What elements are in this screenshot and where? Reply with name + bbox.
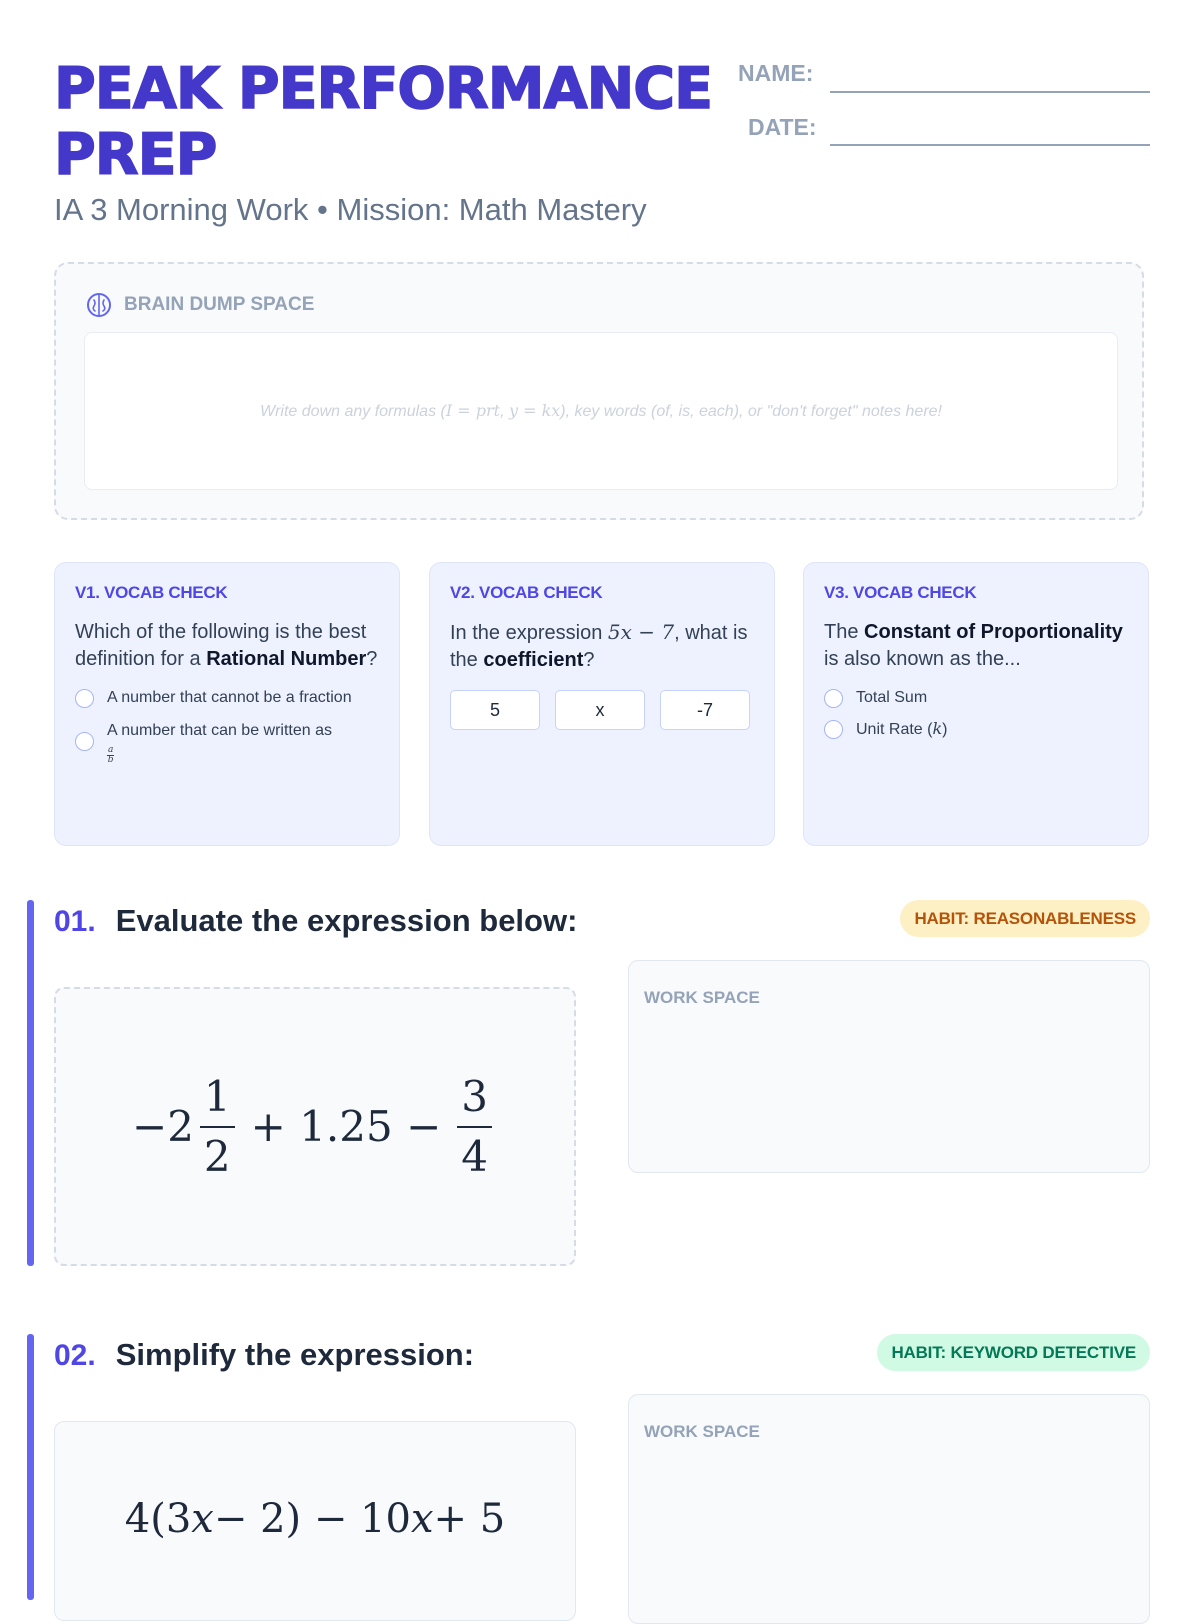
choice-5[interactable]: 5 (450, 690, 540, 730)
habit-badge-reasonableness: HABIT: REASONABLENESS (900, 900, 1150, 937)
habit-badge-keyword-detective: HABIT: KEYWORD DETECTIVE (877, 1334, 1150, 1371)
option-not-fraction[interactable]: A number that cannot be a fraction (75, 685, 379, 710)
vocab-question: The Constant of Proportionality is also known as the... (824, 621, 1123, 670)
question-02-accent-bar (27, 1334, 34, 1600)
vocab-title: V3. VOCAB CHECK (824, 583, 977, 602)
math-expression: 4(3 x − 2) − 10 x + 5 (124, 1496, 506, 1542)
math-expression: − 2 1 2 + 1.25 − $\frac{3}{4}$ (132, 1068, 498, 1186)
question-text: Simplify the expression: (115, 1337, 475, 1372)
question-number: 01. (54, 905, 96, 938)
radio-button[interactable] (824, 689, 843, 708)
option-a-over-b[interactable]: A number that can be written as $\frac{a}{b}$ (75, 718, 379, 768)
vocab-card-v1 (54, 562, 400, 846)
vocab-question: In the expression 5x − 7, what is the coefficient? (450, 620, 748, 671)
radio-button[interactable] (824, 720, 843, 739)
radio-button[interactable] (75, 732, 94, 751)
question-02-heading (54, 1337, 474, 1373)
vocab-question: Which of the following is the best definition for a Rational Number? (75, 621, 378, 670)
page-title: PEAK PERFORMANCE PREP (54, 56, 713, 188)
work-space-label: WORK SPACE (644, 988, 760, 1007)
date-field[interactable] (830, 143, 1150, 146)
name-label: NAME: (738, 60, 814, 86)
date-label: DATE: (748, 114, 817, 140)
fraction-a-over-b: $\frac{a}{b}$ (107, 745, 114, 766)
brain-dump-area[interactable] (84, 332, 1118, 490)
radio-button[interactable] (75, 689, 94, 708)
work-space-02[interactable] (628, 1394, 1150, 1624)
vocab-card-v2 (429, 562, 775, 846)
name-field[interactable] (830, 90, 1150, 93)
brain-dump-title: BRAIN DUMP SPACE (124, 294, 315, 315)
work-space-label: WORK SPACE (644, 1422, 760, 1441)
question-text: Evaluate the expression below: (115, 903, 578, 938)
brain-dump-hint: Write down any formulas (I = prt, y = kx), key words (of, is, each), or "don't forget" notes here! (260, 401, 942, 420)
expression-box (54, 1421, 576, 1621)
page-subtitle: IA 3 Morning Work • Mission: Math Mastery (54, 192, 647, 227)
option-unit-rate[interactable]: Unit Rate (k) (824, 716, 1128, 742)
vocab-title: V2. VOCAB CHECK (450, 583, 603, 602)
brain-dump-section (54, 262, 1144, 520)
question-number: 02. (54, 1339, 96, 1372)
choice-neg7[interactable]: -7 (660, 690, 750, 730)
option-total-sum[interactable]: Total Sum (824, 685, 1128, 710)
work-space-01[interactable] (628, 960, 1150, 1173)
question-01-heading (54, 903, 577, 939)
expression-box (54, 987, 576, 1266)
vocab-card-v3 (803, 562, 1149, 846)
brain-icon (86, 292, 112, 318)
question-01-accent-bar (27, 900, 34, 1266)
choice-x[interactable]: x (555, 690, 645, 730)
vocab-title: V1. VOCAB CHECK (75, 583, 228, 602)
